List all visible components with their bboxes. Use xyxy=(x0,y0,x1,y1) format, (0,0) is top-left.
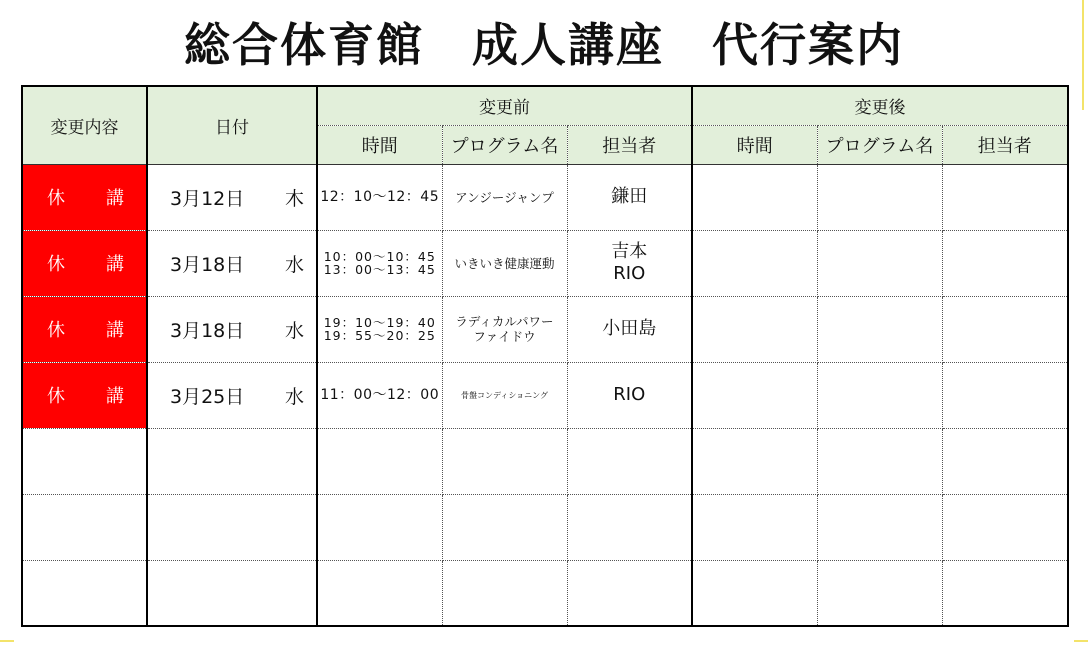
program-name: ファイドウ xyxy=(473,329,536,344)
after-program-cell xyxy=(817,230,942,296)
change-type-char: 休 xyxy=(47,188,65,209)
time-range: 19：10～19：40 xyxy=(323,315,436,330)
change-type-cell xyxy=(22,230,147,296)
before-staff-cell xyxy=(567,164,692,230)
weekday-value: 水 xyxy=(284,319,304,342)
table-row xyxy=(22,362,1068,428)
header-after-program: プログラム名 xyxy=(817,125,942,164)
date-cell xyxy=(147,164,317,230)
before-time-cell xyxy=(317,494,442,560)
date-cell xyxy=(147,428,317,494)
after-program-cell xyxy=(817,494,942,560)
staff-name: RIO xyxy=(613,384,646,405)
after-staff-cell xyxy=(942,494,1068,560)
header-after-staff: 担当者 xyxy=(942,125,1068,164)
date-cell xyxy=(147,494,317,560)
header-change-type: 変更内容 xyxy=(22,86,147,164)
corner-mark xyxy=(0,640,14,642)
program-name: いきいき健康運動 xyxy=(454,255,555,271)
table-row xyxy=(22,296,1068,362)
table-row-empty xyxy=(22,428,1068,494)
before-program-cell xyxy=(442,164,567,230)
before-staff-cell xyxy=(567,428,692,494)
time-range: 19：55～20：25 xyxy=(323,328,436,343)
header-row-top xyxy=(22,86,1068,125)
change-type-char: 講 xyxy=(106,254,124,275)
date-value: 3月12日 xyxy=(170,187,245,210)
staff-name: 吉本 xyxy=(611,241,648,262)
before-time-cell xyxy=(317,164,442,230)
before-staff-cell xyxy=(567,494,692,560)
after-staff-cell xyxy=(942,296,1068,362)
header-before: 変更前 xyxy=(317,86,692,125)
table-row-empty xyxy=(22,560,1068,626)
before-program-cell xyxy=(442,296,567,362)
weekday-value: 水 xyxy=(284,253,304,276)
change-type-char: 講 xyxy=(106,386,124,407)
corner-mark xyxy=(1074,640,1088,642)
table-row xyxy=(22,230,1068,296)
table-row xyxy=(22,164,1068,230)
date-value: 3月18日 xyxy=(170,319,245,342)
program-name: アンジージャンプ xyxy=(455,189,554,205)
change-type-cell xyxy=(22,296,147,362)
change-type-cell xyxy=(22,560,147,626)
table-row-empty xyxy=(22,494,1068,560)
before-program-cell xyxy=(442,560,567,626)
before-program-cell xyxy=(442,230,567,296)
program-name: 骨盤コンディショニング xyxy=(460,390,549,400)
date-cell xyxy=(147,560,317,626)
header-before-time: 時間 xyxy=(317,125,442,164)
staff-name: RIO xyxy=(613,263,646,284)
header-after: 変更後 xyxy=(692,86,1068,125)
time-range: 12：10～12：45 xyxy=(320,188,440,205)
header-date: 日付 xyxy=(147,86,317,164)
before-time-cell xyxy=(317,362,442,428)
corner-mark xyxy=(1082,0,1084,110)
before-time-cell xyxy=(317,560,442,626)
change-type-char: 講 xyxy=(106,188,124,209)
before-staff-cell xyxy=(567,230,692,296)
staff-name: 鎌田 xyxy=(611,186,648,207)
after-time-cell xyxy=(692,560,817,626)
before-program-cell xyxy=(442,494,567,560)
before-staff-cell xyxy=(567,560,692,626)
date-value: 3月25日 xyxy=(170,385,245,408)
before-staff-cell xyxy=(567,362,692,428)
time-range: 13：00～13：45 xyxy=(323,262,436,277)
after-program-cell xyxy=(817,560,942,626)
change-type-char: 休 xyxy=(47,254,65,275)
before-program-cell xyxy=(442,362,567,428)
change-type-char: 講 xyxy=(106,320,124,341)
after-staff-cell xyxy=(942,428,1068,494)
date-cell xyxy=(147,296,317,362)
after-time-cell xyxy=(692,428,817,494)
after-staff-cell xyxy=(942,164,1068,230)
page-title: 総合体育館 成人講座 代行案内 xyxy=(184,18,904,72)
time-range: 11：00～12：00 xyxy=(320,386,440,403)
after-program-cell xyxy=(817,164,942,230)
after-program-cell xyxy=(817,362,942,428)
date-value: 3月18日 xyxy=(170,253,245,276)
header-before-program: プログラム名 xyxy=(442,125,567,164)
after-time-cell xyxy=(692,230,817,296)
change-type-cell xyxy=(22,428,147,494)
before-time-cell xyxy=(317,296,442,362)
substitute-schedule-table xyxy=(21,85,1069,627)
after-time-cell xyxy=(692,164,817,230)
change-type-cell xyxy=(22,362,147,428)
after-time-cell xyxy=(692,296,817,362)
after-program-cell xyxy=(817,296,942,362)
weekday-value: 水 xyxy=(284,385,304,408)
weekday-value: 木 xyxy=(284,187,304,210)
after-time-cell xyxy=(692,494,817,560)
before-time-cell xyxy=(317,428,442,494)
time-range: 10：00～10：45 xyxy=(323,249,436,264)
change-type-char: 休 xyxy=(47,386,65,407)
date-cell xyxy=(147,230,317,296)
after-time-cell xyxy=(692,362,817,428)
after-staff-cell xyxy=(942,560,1068,626)
before-staff-cell xyxy=(567,296,692,362)
header-after-time: 時間 xyxy=(692,125,817,164)
after-staff-cell xyxy=(942,230,1068,296)
staff-name: 小田島 xyxy=(602,318,657,339)
after-staff-cell xyxy=(942,362,1068,428)
header-before-staff: 担当者 xyxy=(567,125,692,164)
after-program-cell xyxy=(817,428,942,494)
change-type-cell xyxy=(22,164,147,230)
program-name: ラディカルパワー xyxy=(455,314,554,329)
change-type-char: 休 xyxy=(47,320,65,341)
before-program-cell xyxy=(442,428,567,494)
before-time-cell xyxy=(317,230,442,296)
change-type-cell xyxy=(22,494,147,560)
date-cell xyxy=(147,362,317,428)
